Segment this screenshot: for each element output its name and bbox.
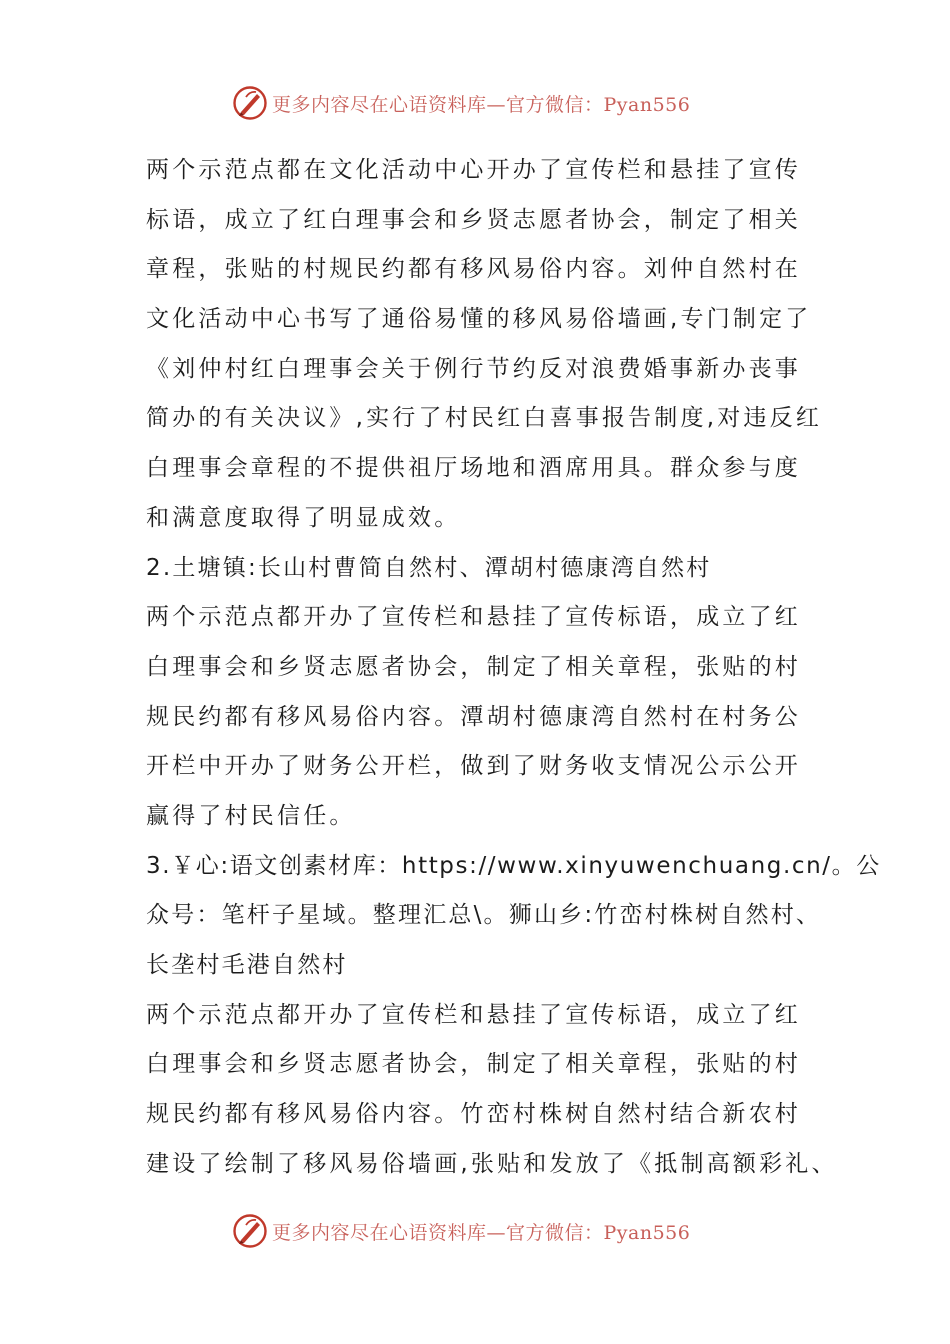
body-line: 建设了绘制了移风易俗墙画,张贴和发放了《抵制高额彩礼、 — [146, 1150, 838, 1177]
footer-banner-inner — [232, 1211, 690, 1251]
header-banner — [0, 83, 950, 123]
body-line: 白理事会章程的不提供祖厅场地和酒席用具。群众参与度 — [146, 455, 801, 482]
body-line: 白理事会和乡贤志愿者协会，制定了相关章程，张贴的村 — [146, 653, 801, 680]
body-line: 规民约都有移风易俗内容。竹峦村株树自然村结合新农村 — [146, 1101, 801, 1128]
pen-logo-icon — [232, 85, 268, 121]
header-banner-text: 更多内容尽在心语资料库—官方微信：Pyan556 — [272, 93, 691, 116]
body-line: 两个示范点都在文化活动中心开办了宣传栏和悬挂了宣传 — [146, 157, 801, 183]
body-line: 众号：笔杆子星域。整理汇总\。狮山乡:竹峦村株树自然村、 — [146, 902, 822, 929]
body-line: 标语，成立了红白理事会和乡贤志愿者协会，制定了相关 — [146, 206, 801, 233]
body-line: 规民约都有移风易俗内容。潭胡村德康湾自然村在村务公 — [146, 703, 801, 730]
body-line: 文化活动中心书写了通俗易懂的移风易俗墙画,专门制定了 — [146, 306, 812, 333]
body-line: 《刘仲村红白理事会关于例行节约反对浪费婚事新办丧事 — [146, 355, 801, 382]
header-banner-inner — [232, 83, 690, 123]
document-body — [146, 146, 881, 1189]
section-heading-2: 2.土塘镇:长山村曹简自然村、潭胡村德康湾自然村 — [146, 554, 712, 581]
body-line: 简办的有关决议》,实行了村民红白喜事报告制度,对违反红 — [146, 405, 823, 432]
body-line: 开栏中开办了财务公开栏，做到了财务收支情况公示公开 — [146, 753, 801, 780]
body-line: 和满意度取得了明显成效。 — [146, 504, 461, 531]
body-line: 赢得了村民信任。 — [146, 802, 356, 829]
section-heading-3: 3.￥心:语文创素材库：https://www.xinyuwenchuang.cn/。公 — [146, 852, 881, 879]
pen-logo-icon — [232, 1213, 268, 1249]
body-line: 白理事会和乡贤志愿者协会，制定了相关章程，张贴的村 — [146, 1051, 801, 1078]
body-line: 两个示范点都开办了宣传栏和悬挂了宣传标语，成立了红 — [146, 604, 801, 631]
footer-banner-text: 更多内容尽在心语资料库—官方微信：Pyan556 — [272, 1221, 691, 1244]
footer-banner — [0, 1211, 950, 1251]
body-line: 两个示范点都开办了宣传栏和悬挂了宣传标语，成立了红 — [146, 1001, 801, 1028]
body-line: 章程，张贴的村规民约都有移风易俗内容。刘仲自然村在 — [146, 256, 801, 283]
body-line: 长垄村毛港自然村 — [146, 952, 348, 978]
